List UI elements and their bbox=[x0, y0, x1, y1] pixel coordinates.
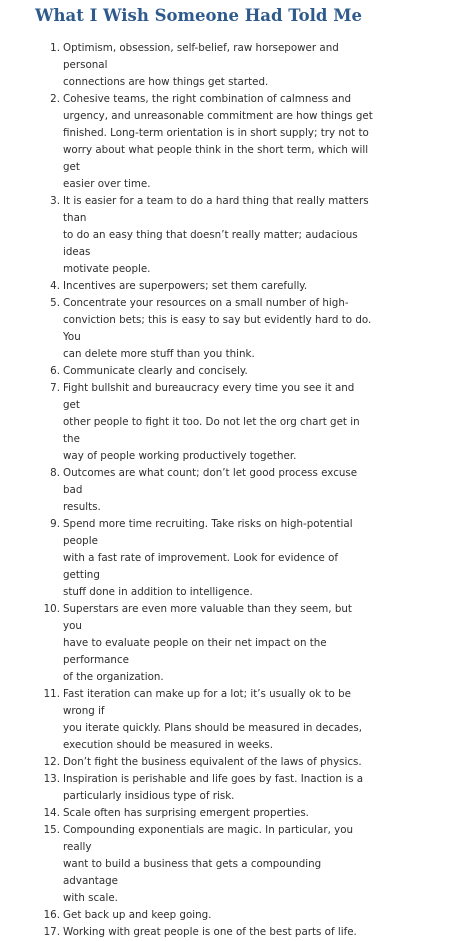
list-item-text bbox=[63, 91, 373, 193]
list-item-text bbox=[63, 924, 373, 941]
list-item-number: 16. bbox=[43, 909, 60, 921]
list-item-number: 13. bbox=[43, 773, 60, 785]
list-item-text bbox=[63, 771, 373, 805]
text-line: connections are how things get started. bbox=[63, 76, 269, 88]
list-item-number: 4. bbox=[50, 280, 60, 292]
text-line: easier over time. bbox=[63, 178, 151, 190]
list-item-number: 5. bbox=[50, 297, 60, 309]
list-item-text bbox=[63, 40, 373, 91]
text-line: It is easier for a team to do a hard thing that really matters than bbox=[63, 195, 369, 224]
text-line: Inspiration is perishable and life goes by fast. Inaction is a bbox=[63, 773, 364, 785]
page-title: What I Wish Someone Had Told Me bbox=[35, 6, 362, 25]
text-line: other people to fight it too. Do not let the org chart get in the bbox=[63, 416, 360, 445]
list-item-number: 9. bbox=[50, 518, 60, 530]
list-item-number: 2. bbox=[50, 93, 60, 105]
list-item bbox=[0, 380, 373, 465]
text-line: stuff done in addition to intelligence. bbox=[63, 586, 253, 598]
lessons-list bbox=[0, 40, 373, 941]
list-item bbox=[0, 516, 373, 601]
text-line: results. bbox=[63, 501, 101, 513]
list-item bbox=[0, 193, 373, 278]
text-line: to do an easy thing that doesn’t really matter; audacious ideas bbox=[63, 229, 358, 258]
text-line: motivate people. bbox=[63, 263, 151, 275]
list-item bbox=[0, 295, 373, 363]
list-item-text bbox=[63, 193, 373, 278]
list-item-text bbox=[63, 601, 373, 686]
text-line: have to evaluate people on their net impact on the performance bbox=[63, 637, 327, 666]
list-item-text bbox=[63, 907, 373, 924]
list-item-number: 11. bbox=[43, 688, 60, 700]
list-item bbox=[0, 40, 373, 91]
list-item-text bbox=[63, 380, 373, 465]
list-item-text bbox=[63, 363, 373, 380]
text-line: Concentrate your resources on a small number of high- bbox=[63, 297, 349, 309]
list-item-number: 17. bbox=[43, 926, 60, 938]
list-item-number: 1. bbox=[50, 42, 60, 54]
text-line: Scale often has surprising emergent properties. bbox=[63, 807, 309, 819]
list-item bbox=[0, 91, 373, 193]
list-item-number: 14. bbox=[43, 807, 60, 819]
text-line: Incentives are superpowers; set them carefully. bbox=[63, 280, 308, 292]
text-line: worry about what people think in the short term, which will get bbox=[63, 144, 369, 173]
list-item bbox=[0, 805, 373, 822]
text-line: with a fast rate of improvement. Look for evidence of getting bbox=[63, 552, 339, 581]
list-item bbox=[0, 278, 373, 295]
text-line: of the organization. bbox=[63, 671, 164, 683]
text-line: Communicate clearly and concisely. bbox=[63, 365, 248, 377]
list-item-number: 10. bbox=[43, 603, 60, 615]
text-line: Outcomes are what count; don’t let good process excuse bad bbox=[63, 467, 358, 496]
text-line: Get back up and keep going. bbox=[63, 909, 212, 921]
list-item-text bbox=[63, 754, 373, 771]
text-line: Spend more time recruiting. Take risks on high-potential people bbox=[63, 518, 353, 547]
text-line: Fight bullshit and bureaucracy every time you see it and get bbox=[63, 382, 355, 411]
text-line: you iterate quickly. Plans should be measured in decades, bbox=[63, 722, 362, 734]
text-line: execution should be measured in weeks. bbox=[63, 739, 274, 751]
text-line: want to build a business that gets a compounding advantage bbox=[63, 858, 322, 887]
list-item bbox=[0, 822, 373, 907]
list-item bbox=[0, 754, 373, 771]
text-line: with scale. bbox=[63, 892, 118, 904]
text-line: Compounding exponentials are magic. In particular, you really bbox=[63, 824, 354, 853]
list-item-number: 15. bbox=[43, 824, 60, 836]
text-line: Fast iteration can make up for a lot; it’s usually ok to be wrong if bbox=[63, 688, 351, 717]
list-item bbox=[0, 601, 373, 686]
text-line: urgency, and unreasonable commitment are how things get bbox=[63, 110, 373, 122]
list-item-text bbox=[63, 278, 373, 295]
list-item-number: 6. bbox=[50, 365, 60, 377]
text-line: can delete more stuff than you think. bbox=[63, 348, 255, 360]
text-line: Working with great people is one of the best parts of life. bbox=[63, 926, 357, 938]
list-item-number: 8. bbox=[50, 467, 60, 479]
list-item-text bbox=[63, 805, 373, 822]
list-item-number: 7. bbox=[50, 382, 60, 394]
text-line: Superstars are even more valuable than they seem, but you bbox=[63, 603, 352, 632]
text-line: finished. Long-term orientation is in short supply; try not to bbox=[63, 127, 369, 139]
list-item-number: 3. bbox=[50, 195, 60, 207]
list-item bbox=[0, 686, 373, 754]
text-line: particularly insidious type of risk. bbox=[63, 790, 235, 802]
text-line: Cohesive teams, the right combination of calmness and bbox=[63, 93, 352, 105]
list-item bbox=[0, 907, 373, 924]
list-item bbox=[0, 924, 373, 941]
list-item-text bbox=[63, 822, 373, 907]
list-item-text bbox=[63, 465, 373, 516]
list-item-number: 12. bbox=[43, 756, 60, 768]
text-line: Optimism, obsession, self-belief, raw horsepower and personal bbox=[63, 42, 339, 71]
text-line: Don’t fight the business equivalent of the laws of physics. bbox=[63, 756, 362, 768]
text-line: way of people working productively together. bbox=[63, 450, 297, 462]
list-item bbox=[0, 363, 373, 380]
list-item-text bbox=[63, 295, 373, 363]
list-item-text bbox=[63, 686, 373, 754]
list-item bbox=[0, 771, 373, 805]
list-item-text bbox=[63, 516, 373, 601]
text-line: conviction bets; this is easy to say but evidently hard to do. You bbox=[63, 314, 372, 343]
list-item bbox=[0, 465, 373, 516]
